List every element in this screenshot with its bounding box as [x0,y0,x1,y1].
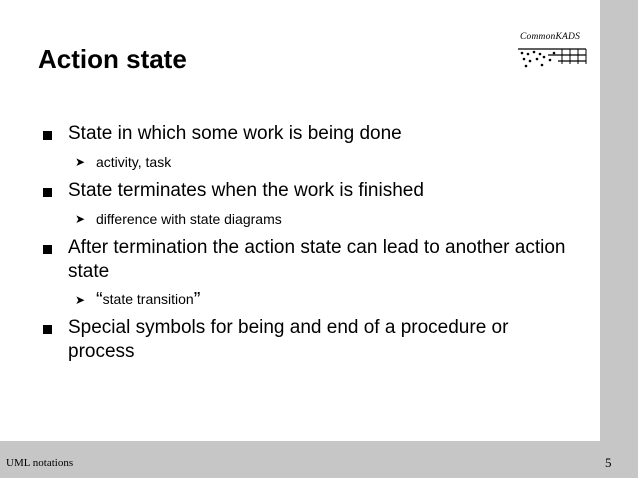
slide-title: Action state [38,44,187,74]
arrow-bullet-icon: ➤ [75,155,86,169]
right-border-bar [600,0,638,478]
page-number: 5 [605,455,612,470]
arrow-bullet-icon: ➤ [75,212,86,226]
bullet-square-icon [43,245,52,254]
bullet-item: State terminates when the work is finished [68,180,424,201]
logo-text: CommonKADS [520,32,581,42]
footer-title: UML notations [6,457,74,469]
bullet-square-icon [43,325,52,334]
commonkads-logo [516,32,588,72]
bullet-square-icon [43,188,52,197]
sub-bullet-text: state transition [102,291,194,307]
logo-grid-icon [516,44,588,72]
sub-bullet-item: activity, task [96,154,172,170]
bullet-item: State in which some work is being done [68,123,402,144]
sub-bullet-item: difference with state diagrams [96,211,282,227]
sub-bullet-item [96,289,201,311]
open-quote: “ [96,289,103,311]
bottom-border-bar [0,441,638,478]
bullet-item: Special symbols for being and end of a procedure or process [68,317,509,362]
close-quote: ” [193,289,201,311]
arrow-bullet-icon: ➤ [75,293,86,307]
bullet-square-icon [43,131,52,140]
bullet-item: After termination the action state can lead to another action state [68,237,566,282]
